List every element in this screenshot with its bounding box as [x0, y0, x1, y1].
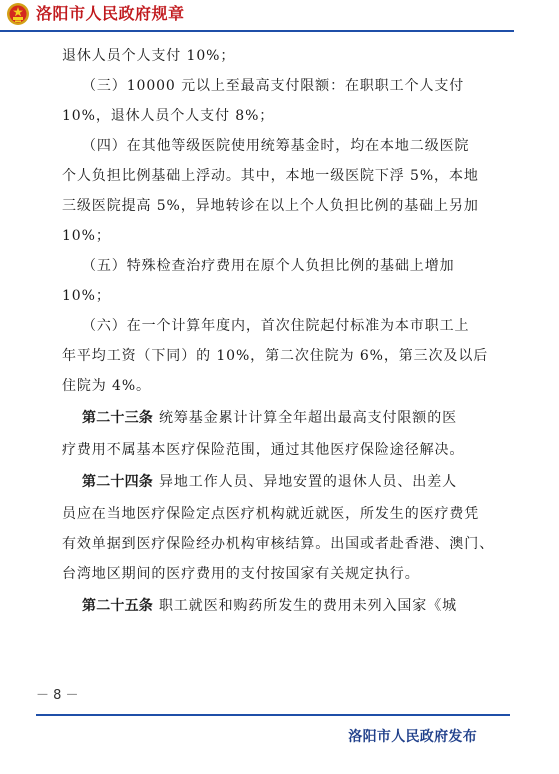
footer-divider: [36, 714, 510, 716]
body-line: 10%；: [62, 288, 111, 304]
body-line: （五）特殊检查治疗费用在原个人负担比例的基础上增加: [82, 258, 455, 274]
body-line: 员应在当地医疗保险定点医疗机构就近就医，所发生的医疗费凭: [62, 506, 480, 522]
body-line: 疗费用不属基本医疗保险范围，通过其他医疗保险途径解决。: [62, 442, 465, 458]
page-header: [0, 0, 559, 30]
body-line: 退休人员个人支付 10%；: [62, 48, 236, 64]
publisher-label: 洛阳市人民政府发布: [348, 729, 477, 745]
body-line: 个人负担比例基础上浮动。其中，本地一级医院下浮 5%，本地: [62, 168, 479, 184]
article-24-heading: 第二十四条: [82, 474, 153, 490]
body-line: 年平均工资（下同）的 10%，第二次住院为 6%，第三次及以后: [62, 348, 489, 364]
body-line: （三）10000 元以上至最高支付限额：在职职工个人支付: [82, 78, 465, 94]
body-line: （六）在一个计算年度内，首次住院起付标准为本市职工上: [82, 318, 470, 334]
body-line: 三级医院提高 5%，异地转诊在以上个人负担比例的基础上另加: [62, 198, 479, 214]
article-25-text: 职工就医和购药所发生的费用未列入国家《城: [159, 598, 457, 614]
article-23-heading: 第二十三条: [82, 410, 153, 426]
header-divider: [0, 30, 514, 32]
header-title: 洛阳市人民政府规章: [36, 4, 185, 23]
article-23-text: 统筹基金累计计算全年超出最高支付限额的医: [159, 410, 457, 426]
article-23-line: [62, 401, 502, 435]
article-24-text: 异地工作人员、异地安置的退休人员、出差人: [159, 474, 457, 490]
body-line: 有效单据到医疗保险经办机构审核结算。出国或者赴香港、澳门、: [62, 536, 495, 552]
article-25-line: [62, 589, 502, 623]
national-emblem-icon: [6, 2, 30, 26]
article-25-heading: 第二十五条: [82, 598, 153, 614]
body-line: 台湾地区期间的医疗费用的支付按国家有关规定执行。: [62, 566, 420, 582]
page-number: － 8 －: [36, 688, 79, 703]
article-24-line: [62, 465, 502, 499]
document-body: [62, 41, 502, 623]
body-line: 10%，退休人员个人支付 8%；: [62, 108, 275, 124]
body-line: 住院为 4%。: [62, 378, 151, 394]
body-line: 10%；: [62, 228, 111, 244]
body-line: （四）在其他等级医院使用统筹基金时，均在本地二级医院: [82, 138, 470, 154]
